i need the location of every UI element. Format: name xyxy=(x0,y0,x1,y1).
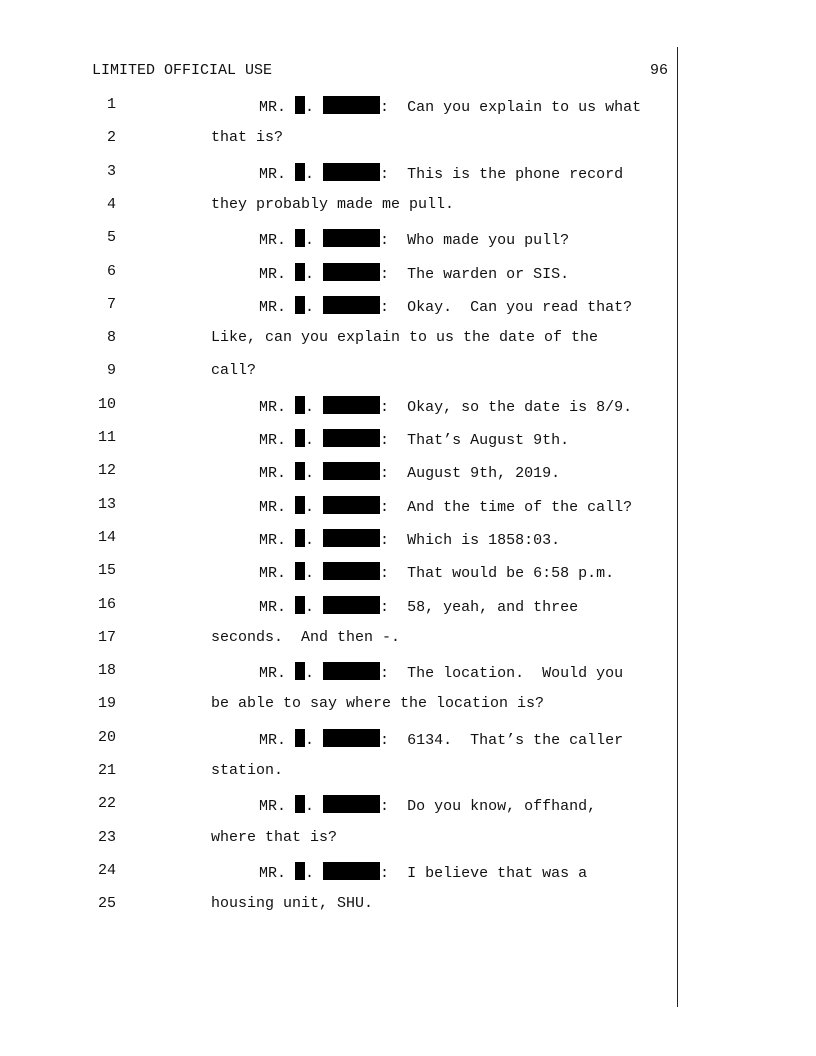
line-number: 2 xyxy=(106,129,116,146)
transcript-line xyxy=(0,329,676,353)
redacted-surname xyxy=(323,662,380,680)
redacted-initial xyxy=(295,562,305,580)
spoken-text: August 9th, 2019. xyxy=(407,465,561,482)
continuation-line xyxy=(211,329,598,346)
spoken-text: be able to say where the location is? xyxy=(211,695,545,712)
line-number: 5 xyxy=(106,229,116,246)
redacted-surname xyxy=(323,296,380,314)
transcript-line xyxy=(0,829,676,853)
spoken-text: housing unit, SHU. xyxy=(211,895,374,912)
speaker-line: MR. . : Who made you pull? xyxy=(259,229,569,249)
speaker-line: MR. . : Which is 1858:03. xyxy=(259,529,560,549)
line-number: 3 xyxy=(106,163,116,180)
transcript-line xyxy=(0,795,676,819)
redacted-surname xyxy=(323,163,380,181)
line-number: 25 xyxy=(97,895,116,912)
spoken-text: that is? xyxy=(211,129,284,146)
transcript-line xyxy=(0,862,676,886)
line-number: 9 xyxy=(106,362,116,379)
speaker-prefix: MR. xyxy=(259,532,287,549)
transcript-line xyxy=(0,562,676,586)
transcript-line xyxy=(0,629,676,653)
speaker-prefix: MR. xyxy=(259,798,287,815)
redacted-initial xyxy=(295,296,305,314)
continuation-line xyxy=(211,129,283,146)
spoken-text: That’s August 9th. xyxy=(407,432,570,449)
redacted-initial xyxy=(295,229,305,247)
line-number: 4 xyxy=(106,196,116,213)
redacted-surname xyxy=(323,562,380,580)
speaker-prefix: MR. xyxy=(259,665,287,682)
transcript-line xyxy=(0,196,676,220)
line-number: 20 xyxy=(97,729,116,746)
speaker-line: MR. . : And the time of the call? xyxy=(259,496,632,516)
speaker-prefix: MR. xyxy=(259,99,287,116)
continuation-line xyxy=(211,762,283,779)
spoken-text: Okay. Can you read that? xyxy=(407,299,633,316)
speaker-prefix: MR. xyxy=(259,399,287,416)
spoken-text: Like, can you explain to us the date of the xyxy=(211,329,599,346)
spoken-text: 6134. That’s the caller xyxy=(407,732,624,749)
redacted-surname xyxy=(323,496,380,514)
transcript-line xyxy=(0,429,676,453)
transcript-line xyxy=(0,362,676,386)
line-number: 22 xyxy=(97,795,116,812)
line-number: 10 xyxy=(97,396,116,413)
line-number: 23 xyxy=(97,829,116,846)
line-number: 1 xyxy=(106,96,116,113)
line-number: 16 xyxy=(97,596,116,613)
speaker-prefix: MR. xyxy=(259,266,287,283)
speaker-prefix: MR. xyxy=(259,732,287,749)
classification-header: LIMITED OFFICIAL USE xyxy=(92,62,273,79)
spoken-text: That would be 6:58 p.m. xyxy=(407,565,615,582)
redacted-surname xyxy=(323,862,380,880)
speaker-line: MR. . : This is the phone record xyxy=(259,163,623,183)
speaker-line: MR. . : 6134. That’s the caller xyxy=(259,729,623,749)
redacted-initial xyxy=(295,795,305,813)
line-number: 6 xyxy=(106,263,116,280)
speaker-line: MR. . : That’s August 9th. xyxy=(259,429,569,449)
speaker-prefix: MR. xyxy=(259,865,287,882)
spoken-text: This is the phone record xyxy=(407,166,624,183)
spoken-text: Can you explain to us what xyxy=(407,99,642,116)
right-margin-rule xyxy=(677,47,678,1007)
speaker-line: MR. . : Okay, so the date is 8/9. xyxy=(259,396,632,416)
redacted-surname xyxy=(323,462,380,480)
transcript-line xyxy=(0,96,676,120)
speaker-prefix: MR. xyxy=(259,299,287,316)
continuation-line xyxy=(211,362,256,379)
line-number: 13 xyxy=(97,496,116,513)
line-number: 12 xyxy=(97,462,116,479)
transcript-line xyxy=(0,229,676,253)
line-number: 11 xyxy=(97,429,116,446)
redacted-surname xyxy=(323,529,380,547)
spoken-text: And the time of the call? xyxy=(407,499,633,516)
redacted-surname xyxy=(323,596,380,614)
speaker-line: MR. . : Can you explain to us what xyxy=(259,96,641,116)
transcript-line xyxy=(0,529,676,553)
redacted-surname xyxy=(323,229,380,247)
continuation-line xyxy=(211,629,400,646)
speaker-line: MR. . : 58, yeah, and three xyxy=(259,596,578,616)
transcript-line xyxy=(0,762,676,786)
redacted-initial xyxy=(295,496,305,514)
transcript-line xyxy=(0,895,676,919)
speaker-line: MR. . : Do you know, offhand, xyxy=(259,795,596,815)
speaker-prefix: MR. xyxy=(259,166,287,183)
redacted-surname xyxy=(323,263,380,281)
spoken-text: they probably made me pull. xyxy=(211,196,455,213)
line-number: 18 xyxy=(97,662,116,679)
redacted-initial xyxy=(295,429,305,447)
redacted-initial xyxy=(295,729,305,747)
redacted-surname xyxy=(323,396,380,414)
redacted-initial xyxy=(295,396,305,414)
transcript-line xyxy=(0,462,676,486)
spoken-text: Do you know, offhand, xyxy=(407,798,597,815)
page-number: 96 xyxy=(649,62,668,79)
speaker-prefix: MR. xyxy=(259,565,287,582)
speaker-prefix: MR. xyxy=(259,599,287,616)
transcript-line xyxy=(0,163,676,187)
line-number: 17 xyxy=(97,629,116,646)
redacted-initial xyxy=(295,596,305,614)
continuation-line xyxy=(211,829,337,846)
redacted-initial xyxy=(295,96,305,114)
speaker-line: MR. . : The location. Would you xyxy=(259,662,623,682)
line-number: 19 xyxy=(97,695,116,712)
redacted-surname xyxy=(323,729,380,747)
redacted-surname xyxy=(323,429,380,447)
speaker-line: MR. . : The warden or SIS. xyxy=(259,263,569,283)
spoken-text: The location. Would you xyxy=(407,665,624,682)
speaker-line: MR. . : That would be 6:58 p.m. xyxy=(259,562,614,582)
spoken-text: 58, yeah, and three xyxy=(407,599,579,616)
redacted-initial xyxy=(295,263,305,281)
speaker-line: MR. . : Okay. Can you read that? xyxy=(259,296,632,316)
transcript-line xyxy=(0,263,676,287)
speaker-line: MR. . : I believe that was a xyxy=(259,862,587,882)
redacted-initial xyxy=(295,462,305,480)
transcript-line xyxy=(0,129,676,153)
speaker-prefix: MR. xyxy=(259,465,287,482)
spoken-text: Okay, so the date is 8/9. xyxy=(407,399,633,416)
redacted-initial xyxy=(295,529,305,547)
redacted-surname xyxy=(323,795,380,813)
transcript-line xyxy=(0,695,676,719)
continuation-line xyxy=(211,196,454,213)
transcript-line xyxy=(0,296,676,320)
transcript-line xyxy=(0,596,676,620)
line-number: 8 xyxy=(106,329,116,346)
speaker-prefix: MR. xyxy=(259,432,287,449)
redacted-initial xyxy=(295,163,305,181)
speaker-prefix: MR. xyxy=(259,232,287,249)
spoken-text: Who made you pull? xyxy=(407,232,570,249)
transcript-line xyxy=(0,729,676,753)
redacted-surname xyxy=(323,96,380,114)
spoken-text: The warden or SIS. xyxy=(407,266,570,283)
redacted-initial xyxy=(295,862,305,880)
spoken-text: I believe that was a xyxy=(407,865,588,882)
speaker-prefix: MR. xyxy=(259,499,287,516)
spoken-text: station. xyxy=(211,762,284,779)
redacted-initial xyxy=(295,662,305,680)
continuation-line xyxy=(211,895,373,912)
spoken-text: call? xyxy=(211,362,257,379)
spoken-text: Which is 1858:03. xyxy=(407,532,561,549)
line-number: 24 xyxy=(97,862,116,879)
spoken-text: seconds. And then -. xyxy=(211,629,401,646)
line-number: 7 xyxy=(106,296,116,313)
transcript-line xyxy=(0,662,676,686)
line-number: 14 xyxy=(97,529,116,546)
transcript-line xyxy=(0,496,676,520)
transcript-line xyxy=(0,396,676,420)
spoken-text: where that is? xyxy=(211,829,338,846)
speaker-line: MR. . : August 9th, 2019. xyxy=(259,462,560,482)
line-number: 15 xyxy=(97,562,116,579)
continuation-line xyxy=(211,695,544,712)
line-number: 21 xyxy=(97,762,116,779)
